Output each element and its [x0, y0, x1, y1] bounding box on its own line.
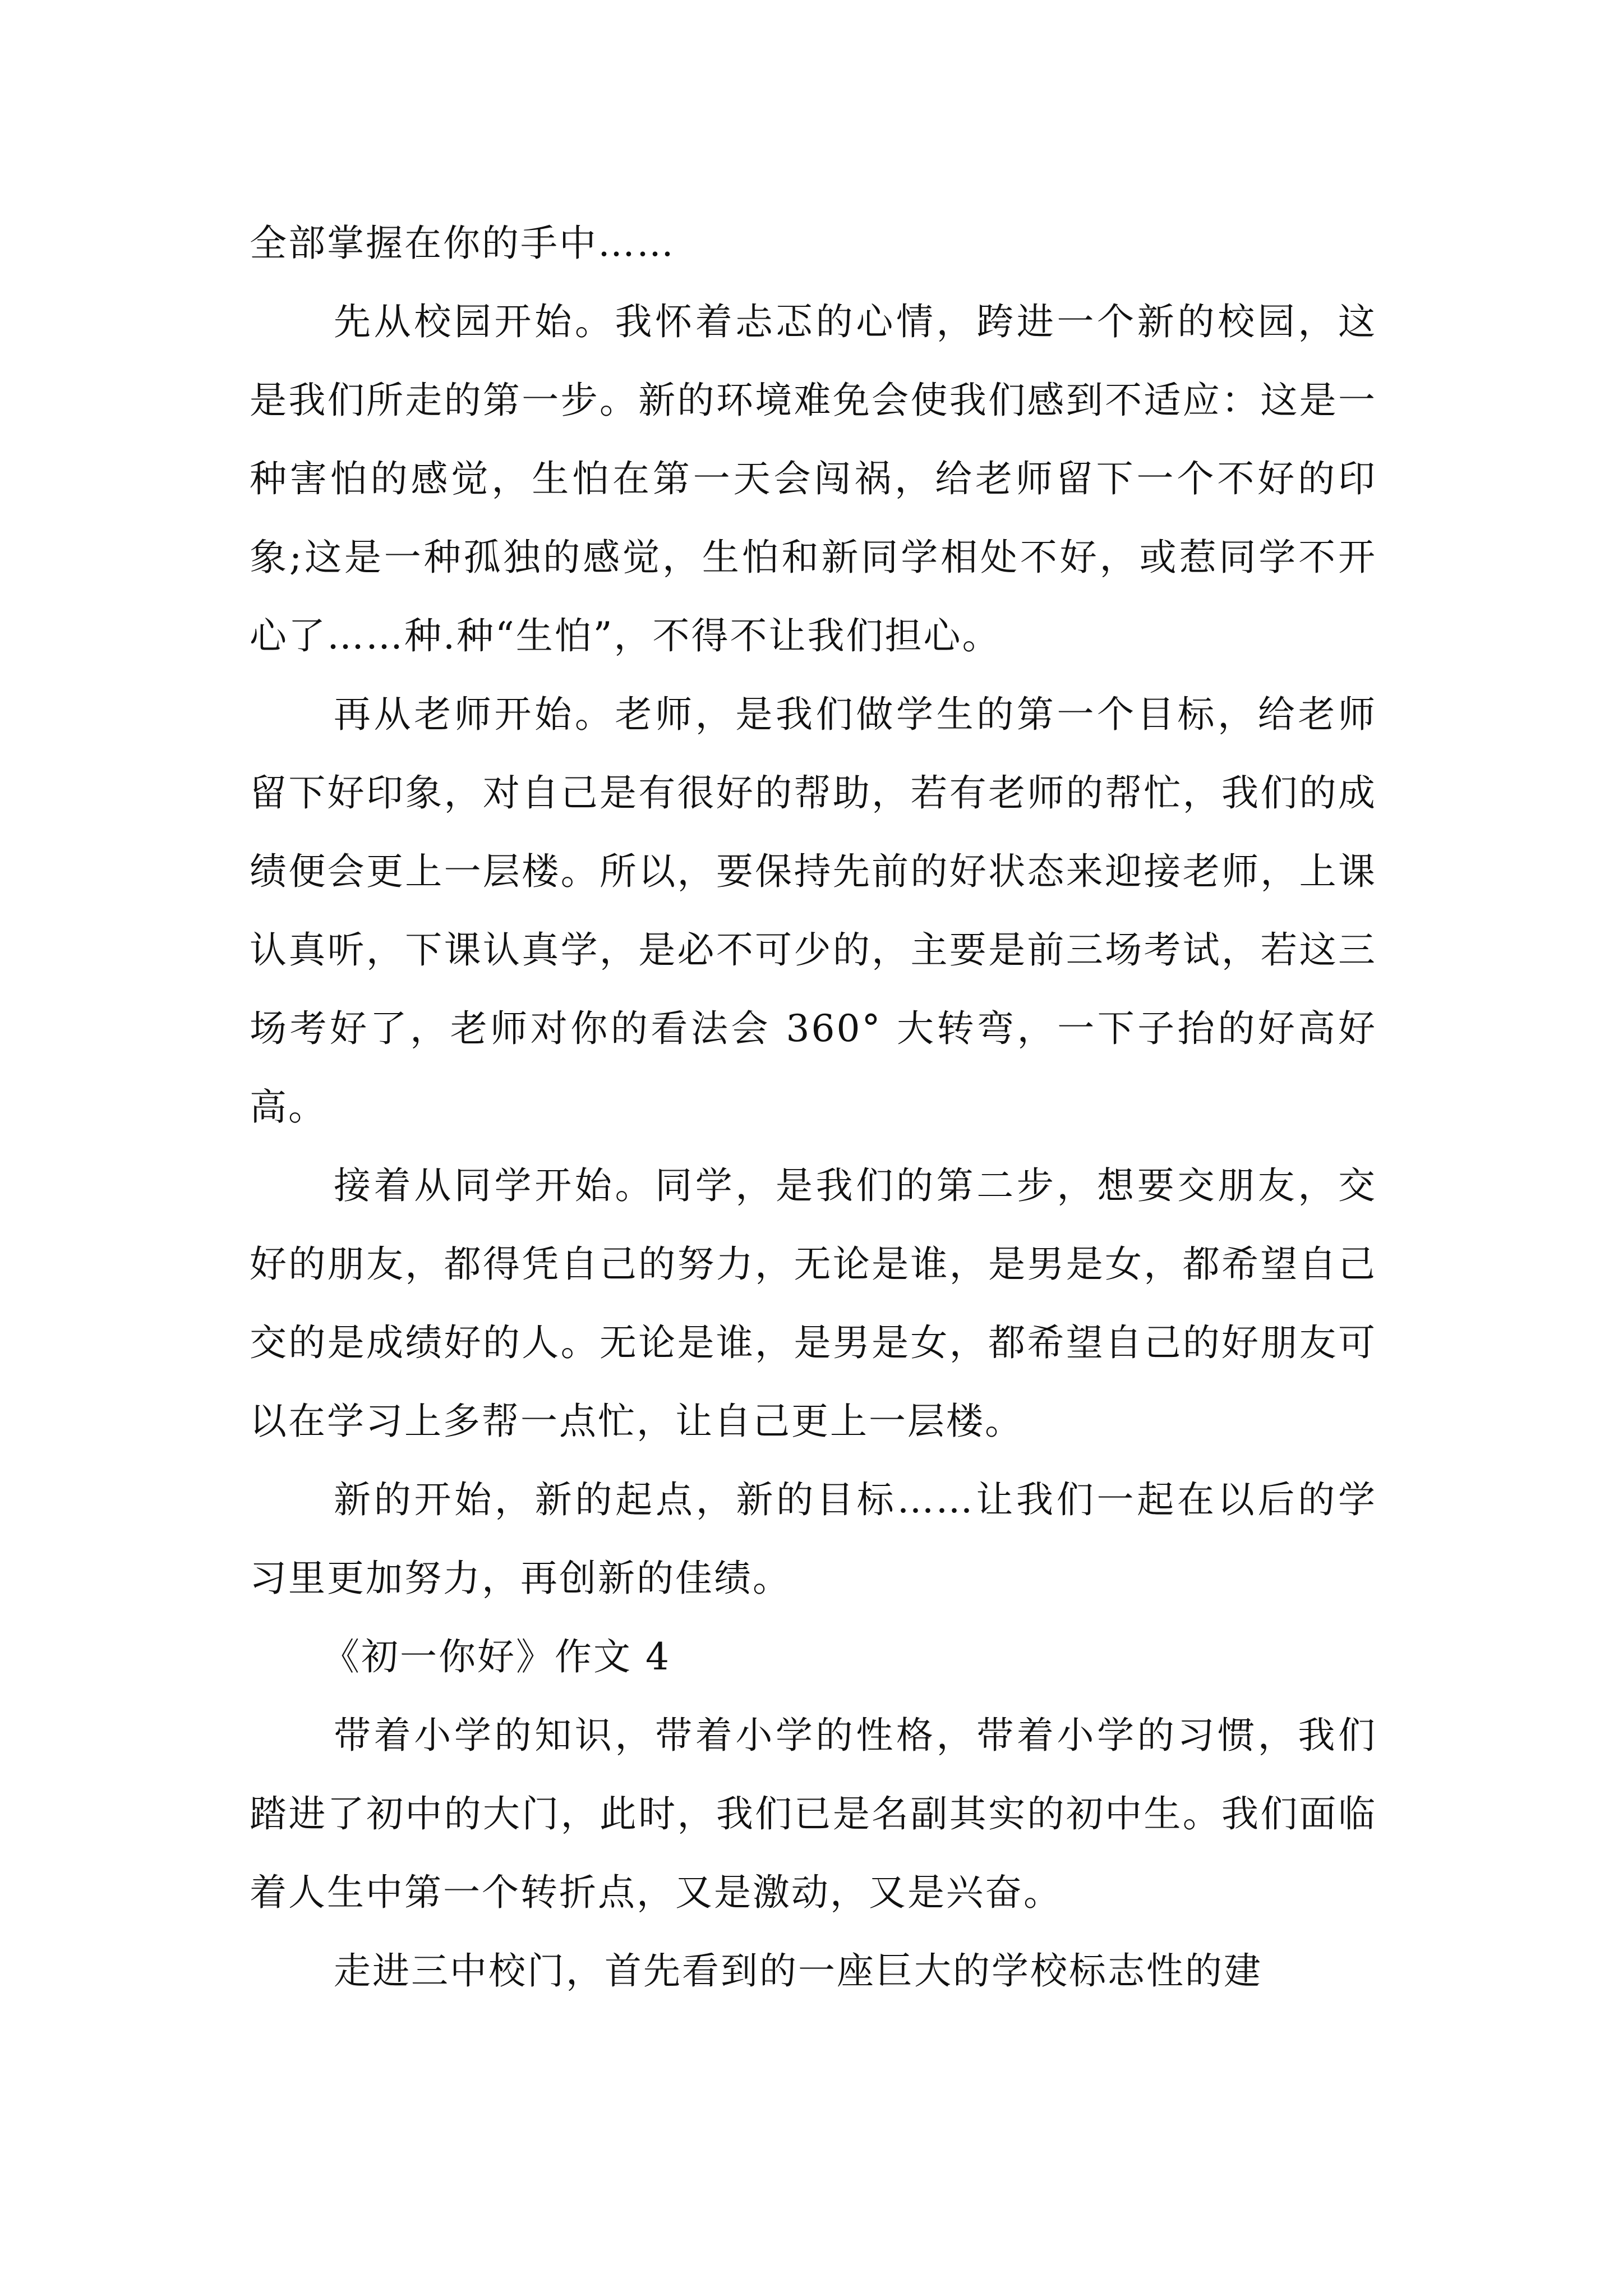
paragraph-primary-school: 带着小学的知识，带着小学的性格，带着小学的习惯，我们踏进了初中的大门，此时，我们已是名副其实的初中生。我们面临着人生中第一个转折点，又是激动，又是兴奋。 — [250, 1714, 1377, 1914]
paragraph-new-start: 新的开始，新的起点，新的目标……让我们一起在以后的学习里更加努力，再创新的佳绩。 — [250, 1478, 1377, 1600]
paragraph-school-gate: 走进三中校门，首先看到的一座巨大的学校标志性的建 — [334, 1949, 1262, 1993]
document-body — [250, 204, 1377, 2010]
paragraph-classmates: 接着从同学开始。同学，是我们的第二步，想要交朋友，交好的朋友，都得凭自己的努力，无论是谁，是男是女，都希望自己交的是成绩好的人。无论是谁，是男是女，都希望自己的好朋友可以在学习上多帮一点忙，让自己更上一层楼。 — [250, 1164, 1377, 1443]
paragraph-teacher: 再从老师开始。老师，是我们做学生的第一个目标，给老师留下好印象，对自己是有很好的帮助，若有老师的帮忙，我们的成绩便会更上一层楼。所以，要保持先前的好状态来迎接老师，上课认真听，下课认真学，是必不可少的，主要是前三场考试，若这三场考好了，老师对你的看法会 360° 大转弯，一下子抬的好高好高。 — [250, 693, 1377, 1129]
essay-title: 《初一你好》作文 4 — [322, 1635, 671, 1678]
paragraph-continuation: 全部掌握在你的手中…… — [250, 222, 675, 265]
paragraph-campus: 先从校园开始。我怀着忐忑的心情，跨进一个新的校园，这是我们所走的第一步。新的环境难免会使我们感到不适应：这是一种害怕的感觉，生怕在第一天会闯祸，给老师留下一个不好的印象;这是一种孤独的感觉，生怕和新同学相处不好，或惹同学不开心了……种.种“生怕”，不得不让我们担心。 — [250, 300, 1377, 657]
